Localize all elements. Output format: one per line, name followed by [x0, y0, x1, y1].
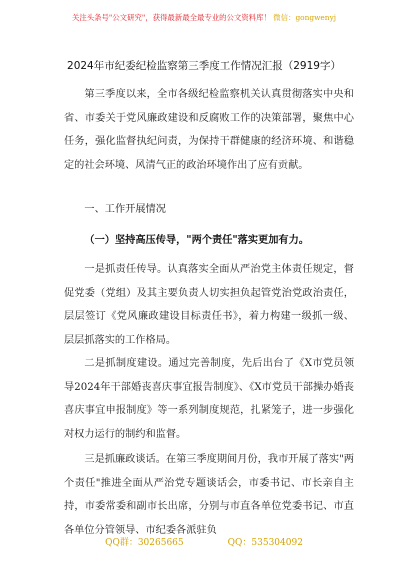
- subsection-heading-1: （一）坚持高压传导，"两个责任"落实更加有力。: [84, 235, 309, 246]
- document-title: 2024年市纪委纪检监察第三季度工作情况汇报（2919字）: [67, 60, 341, 72]
- contact-footer: [0, 535, 408, 548]
- promo-banner-text: 关注头条号"公文研究"，获得最新最全最专业的公文资料库！: [71, 13, 271, 22]
- qq-group-number: QQ群：30265665: [105, 538, 184, 548]
- paragraph-integrity-talks: 三是抓廉政谈话。在第三季度期间月份，我市开展了落实"两个责任"推进全面从严治党专题谈话会，市委书记、市长亲自主持，市委常委和副市长出席，分别与市直各单位党委书记、市直各单位分管领导、市纪委各派驻负: [64, 454, 354, 536]
- intro-paragraph: 第三季度以来，全市各级纪检监察机关认真贯彻落实中央和省、市委关于党风廉政建设和反腐败工作的决策部署，聚焦中心任务，强化监督执纪问责，为保持干群健康的经济环境、和谐稳定的社会环境、风清气正的政治环境作出了应有贡献。: [64, 89, 354, 171]
- section-heading-1: 一、工作开展情况: [84, 204, 166, 215]
- promo-banner-wechat: 微信：gongwenyj: [273, 13, 337, 22]
- promo-banner: [0, 12, 408, 23]
- qq-number: QQ：535304092: [227, 538, 303, 548]
- paragraph-responsibility: 一是抓责任传导。认真落实全面从严治党主体责任规定，督促党委（党组）及其主要负责人切实担负起管党治党政治责任，层层签订《党风廉政建设目标责任书》，着力构建一级抓一级、层层抓落实的工作格局。: [64, 264, 354, 346]
- paragraph-system-building: 二是抓制度建设。通过完善制度，先后出台了《X市党员领导2024年干部婚丧喜庆事宜报告制度》、《X市党员干部操办婚丧喜庆事宜申报制度》等一系列制度规范，扎紧笼子，进一步强化对权力运行的制约和监督。: [64, 358, 354, 440]
